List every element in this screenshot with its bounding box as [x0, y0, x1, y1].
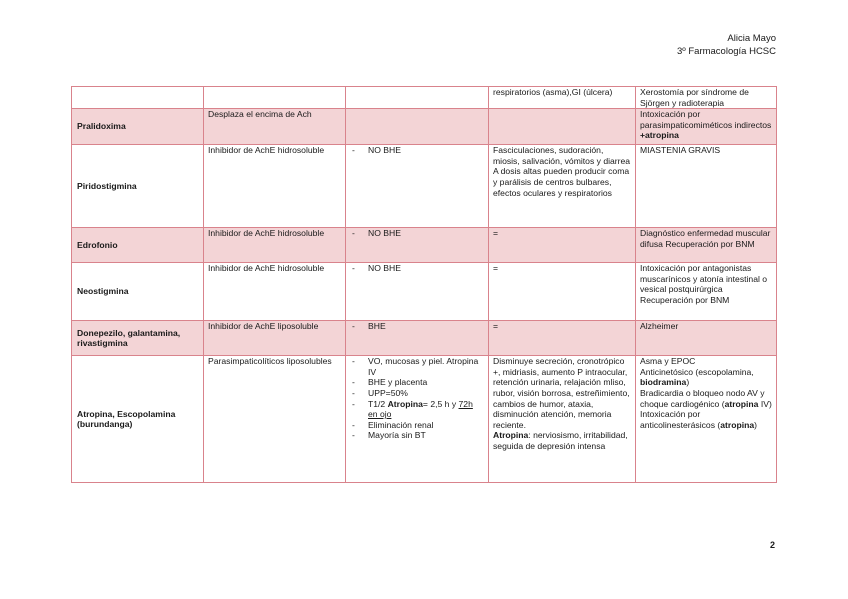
table-row — [72, 321, 777, 356]
uses-line — [640, 367, 772, 388]
header-course: 3º Farmacología HCSC — [676, 46, 776, 57]
pk-item: - Mayoría sin BT — [350, 430, 484, 441]
mechanism-cell: Inhibidor de AchE hidrosoluble — [204, 263, 346, 321]
table-row — [72, 87, 777, 109]
pk-item: - VO, mucosas y piel. Atropina IV — [350, 356, 484, 377]
effects-cell: Fasciculaciones, sudoración, miosis, salivación, vómitos y diarrea A dosis altas pueden producir coma y parálisis de centros bulbares, efectos oculares y respiratorios — [489, 145, 636, 228]
pharmacokinetics-cell — [346, 145, 489, 228]
drug-cell: Piridostigmina — [72, 145, 204, 228]
table-row — [72, 263, 777, 321]
effects-cell — [489, 356, 636, 483]
drug-cell — [72, 87, 204, 109]
pk-item: - NO BHE — [350, 145, 484, 156]
pk-item: - NO BHE — [350, 228, 484, 239]
uses-text: Anticinetósico (escopolamina, — [640, 366, 754, 377]
uses-text: Bradicardia o bloqueo nodo AV y choque cardiogénico ( — [640, 387, 765, 409]
uses-cell: Alzheimer — [636, 321, 777, 356]
effects-text: Disminuye secreción, cronotrópico +, midriasis, aumento P intraocular, retención urinaria, relajación mliso, rubor, visión borrosa, estreñimiento, cambios de humor, ataxia, disminución atención, memoria reciente. — [493, 356, 630, 430]
mechanism-cell: Desplaza el encima de Ach — [204, 109, 346, 145]
effects-bold-text: Atropina — [493, 430, 529, 441]
uses-bold-text: biodramina — [640, 377, 687, 388]
header-author: Alicia Mayo — [727, 33, 776, 44]
table-row — [72, 145, 777, 228]
pk-item: - UPP=50% — [350, 388, 484, 399]
uses-line — [640, 388, 772, 409]
table-row — [72, 109, 777, 145]
effects-text: : nerviosismo, irritabilidad, seguida de depresión intensa — [493, 430, 628, 451]
uses-cell: Diagnóstico enfermedad muscular difusa Recuperación por BNM — [636, 228, 777, 263]
pk-text: = 2,5 h y — [422, 398, 459, 409]
pharmacokinetics-cell — [346, 263, 489, 321]
table-row — [72, 356, 777, 483]
uses-cell: Xerostomía por síndrome de Sjörgen y radioterapia — [636, 87, 777, 109]
drug-cell: Pralidoxima — [72, 109, 204, 145]
pk-underline-text: 72h en ojo — [368, 398, 473, 420]
pk-text: T1/2 — [368, 398, 388, 409]
uses-bold-text: atropina — [720, 419, 755, 430]
uses-text: ) — [754, 419, 758, 430]
pharmacokinetics-cell — [346, 356, 489, 483]
effects-cell: = — [489, 321, 636, 356]
uses-text: Intoxicación por parasimpaticomiméticos indirectos — [640, 109, 772, 130]
uses-cell: MIASTENIA GRAVIS — [636, 145, 777, 228]
pk-item: - BHE — [350, 321, 484, 332]
mechanism-cell: Inhibidor de AchE hidrosoluble — [204, 228, 346, 263]
uses-text: ) — [686, 377, 690, 388]
mechanism-cell: Inhibidor de AchE hidrosoluble — [204, 145, 346, 228]
mechanism-cell: Inhibidor de AchE liposoluble — [204, 321, 346, 356]
uses-text: Intoxicación por anticolinesterásicos ( — [640, 409, 721, 430]
uses-bold-text: atropina — [724, 398, 759, 409]
table-row — [72, 228, 777, 263]
drug-cell: Neostigmina — [72, 263, 204, 321]
pk-item — [350, 399, 484, 420]
uses-line — [640, 409, 772, 430]
uses-cell — [636, 109, 777, 145]
effects-cell: = — [489, 228, 636, 263]
uses-text: IV) — [758, 398, 772, 409]
drug-cell: Atropina, Escopolamina (burundanga) — [72, 356, 204, 483]
pk-bold-text: Atropina — [387, 398, 423, 409]
drug-cell: Donepezilo, galantamina, rivastigmina — [72, 321, 204, 356]
effects-cell: = — [489, 263, 636, 321]
uses-cell: Intoxicación por antagonistas muscarínicos y atonía intestinal o vesical postquirúrgica Recuperación por BNM — [636, 263, 777, 321]
mechanism-cell — [204, 87, 346, 109]
pk-item: - NO BHE — [350, 263, 484, 274]
pharmacokinetics-cell — [346, 321, 489, 356]
effects-cell: respiratorios (asma),GI (úlcera) — [489, 87, 636, 109]
pk-item: - Eliminación renal — [350, 420, 484, 431]
uses-cell — [636, 356, 777, 483]
uses-line: Asma y EPOC — [640, 356, 696, 367]
uses-bold-text: +atropina — [640, 130, 679, 141]
mechanism-cell: Parasimpaticolíticos liposolubles — [204, 356, 346, 483]
effects-cell — [489, 109, 636, 145]
page-number: 2 — [769, 540, 775, 550]
pharmacokinetics-cell — [346, 228, 489, 263]
pk-item: - BHE y placenta — [350, 377, 484, 388]
pharmacokinetics-cell — [346, 109, 489, 145]
drug-cell: Edrofonio — [72, 228, 204, 263]
drug-table — [71, 86, 777, 483]
pharmacokinetics-cell — [346, 87, 489, 109]
